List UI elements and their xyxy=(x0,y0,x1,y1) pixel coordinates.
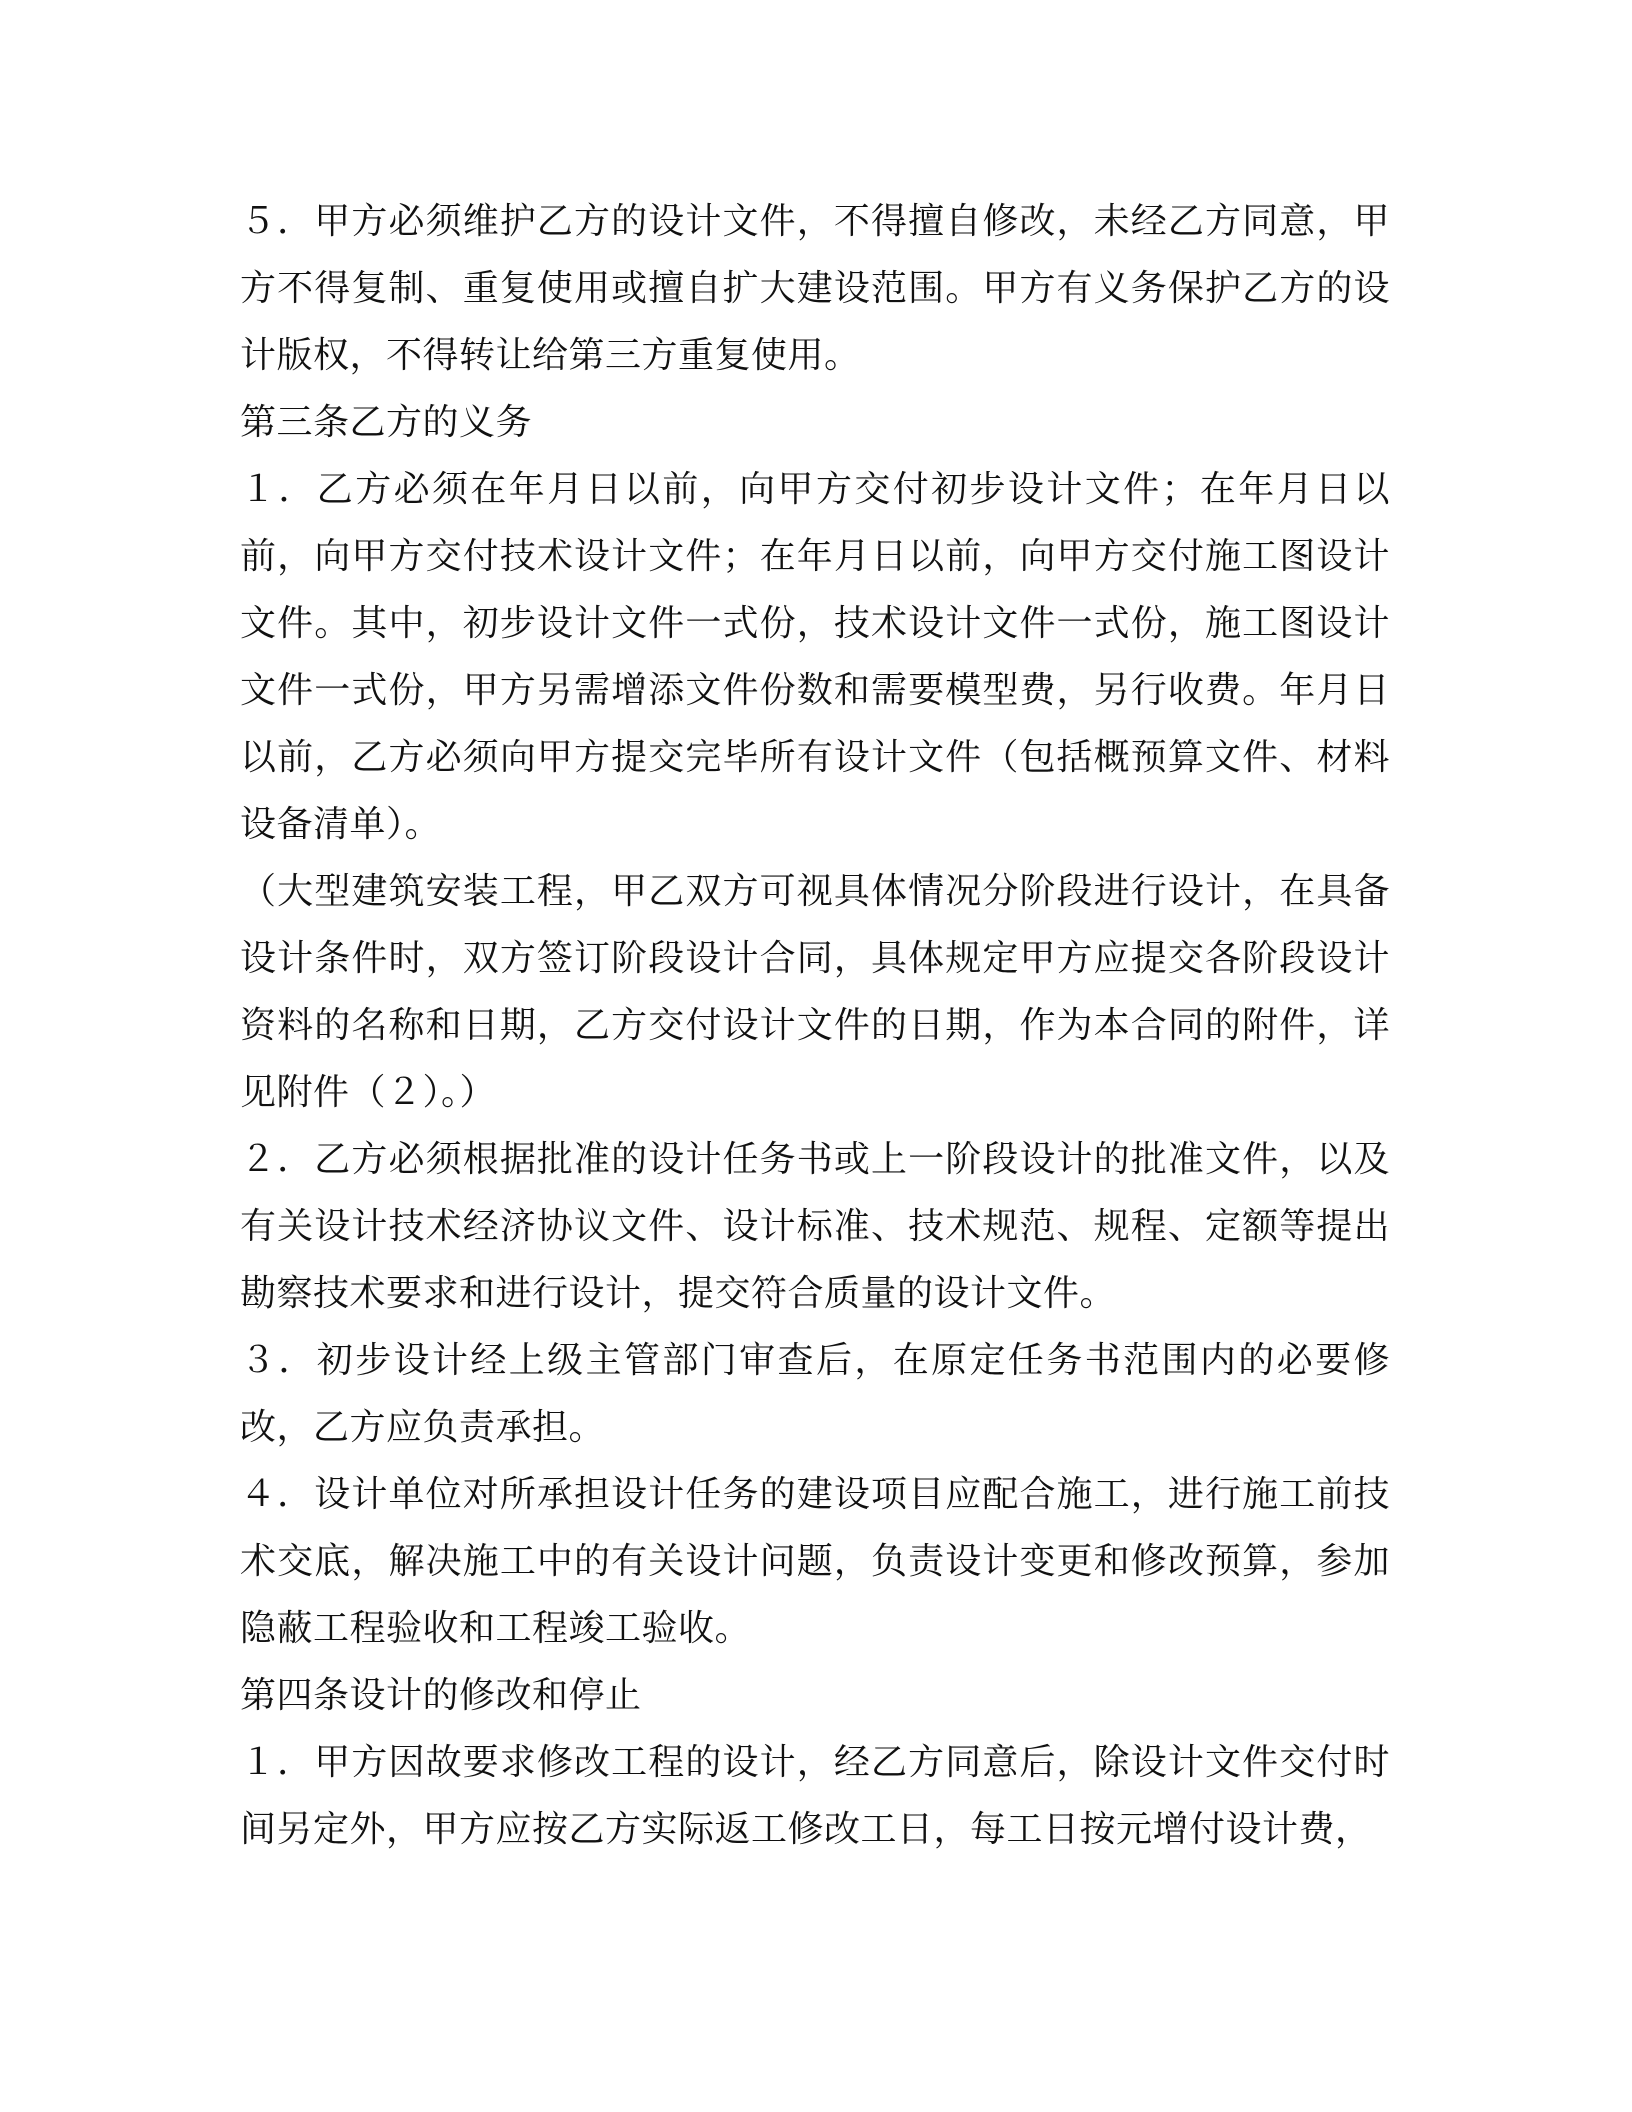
contract-text xyxy=(240,188,1390,1863)
section-4-heading: 第四条设计的修改和停止 xyxy=(240,1675,642,1716)
section-3-heading: 第三条乙方的义务 xyxy=(240,402,533,443)
clause-5-paragraph: ５．甲方必须维护乙方的设计文件，不得擅自修改，未经乙方同意，甲方不得复制、重复使用或擅自扩大建设范围。甲方有义务保护乙方的设计版权，不得转让给第三方重复使用。 xyxy=(240,201,1390,376)
note-paragraph: （大型建筑安装工程，甲乙双方可视具体情况分阶段进行设计，在具备设计条件时，双方签订阶段设计合同，具体规定甲方应提交各阶段设计资料的名称和日期，乙方交付设计文件的日期，作为本合同的附件，详见附件（２）。） xyxy=(240,871,1390,1113)
clause-3-paragraph: ３．初步设计经上级主管部门审查后，在原定任务书范围内的必要修改，乙方应负责承担。 xyxy=(240,1340,1390,1448)
clause-4-paragraph: ４．设计单位对所承担设计任务的建设项目应配合施工，进行施工前技术交底，解决施工中的有关设计问题，负责设计变更和修改预算，参加隐蔽工程验收和工程竣工验收。 xyxy=(240,1474,1390,1649)
clause-2-paragraph: ２．乙方必须根据批准的设计任务书或上一阶段设计的批准文件，以及有关设计技术经济协议文件、设计标准、技术规范、规程、定额等提出勘察技术要求和进行设计，提交符合质量的设计文件。 xyxy=(240,1139,1390,1314)
clause-1-paragraph: １．乙方必须在年月日以前，向甲方交付初步设计文件；在年月日以前，向甲方交付技术设计文件；在年月日以前，向甲方交付施工图设计文件。其中，初步设计文件一式份，技术设计文件一式份，施工图设计文件一式份，甲方另需增添文件份数和需要模型费，另行收费。年月日以前，乙方必须向甲方提交完毕所有设计文件（包括概预算文件、材料设备清单）。 xyxy=(240,469,1390,845)
section-4-clause-1-paragraph: １．甲方因故要求修改工程的设计，经乙方同意后，除设计文件交付时间另定外，甲方应按乙方实际返工修改工日，每工日按元增付设计费， xyxy=(240,1742,1390,1850)
